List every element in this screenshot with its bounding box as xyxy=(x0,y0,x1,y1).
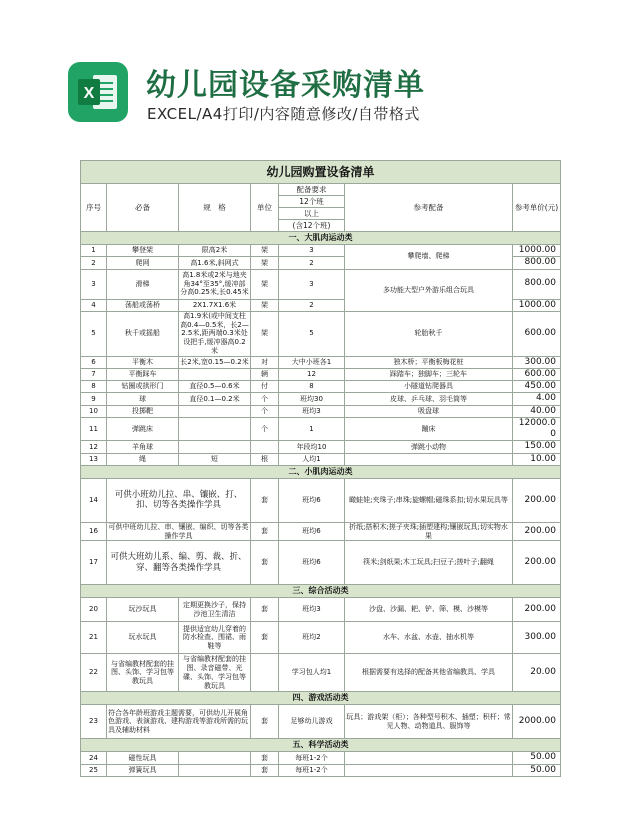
row-number: 17 xyxy=(81,541,107,585)
row-number: 13 xyxy=(81,453,107,465)
item-unit: 对 xyxy=(251,356,279,368)
item-spec: 定期更换沙子，保持沙池卫生清洁 xyxy=(179,598,251,622)
item-qty: 2 xyxy=(279,299,345,311)
item-qty: 班均3 xyxy=(279,405,345,417)
item-name: 平衡木 xyxy=(107,356,179,368)
item-reference: 沙盘、沙漏、耙、铲、筛、模、沙模等 xyxy=(345,598,513,622)
row-number: 12 xyxy=(81,441,107,453)
item-spec xyxy=(179,405,251,417)
item-name: 符合各年龄班游戏主题需要，可供幼儿开展角色游戏、表演游戏、建构游戏等游戏所需的玩具及辅助材料 xyxy=(107,705,251,739)
item-qty: 人均1 xyxy=(279,453,345,465)
section-title: 一、大肌肉运动类 xyxy=(81,232,561,245)
item-name: 秋千或摇船 xyxy=(107,311,179,356)
table-caption: 幼儿园购置设备清单 xyxy=(81,161,561,184)
item-qty: 学习包人均1 xyxy=(279,654,345,692)
row-number: 6 xyxy=(81,356,107,368)
row-number: 10 xyxy=(81,405,107,417)
row-number: 23 xyxy=(81,705,107,739)
item-qty: 每班1-2个 xyxy=(279,752,345,764)
item-name: 磁性玩具 xyxy=(107,752,179,764)
item-unit: 个 xyxy=(251,417,279,441)
row-number: 1 xyxy=(81,245,107,257)
item-qty: 2 xyxy=(279,257,345,269)
header-qty-line: (含12个班) xyxy=(279,220,345,232)
item-unit: 辆 xyxy=(251,368,279,380)
item-spec xyxy=(179,764,251,776)
item-unit: 套 xyxy=(251,598,279,622)
item-spec: 长2米,宽0.15—0.2米 xyxy=(179,356,251,368)
item-qty: 大中小班各1 xyxy=(279,356,345,368)
row-number: 24 xyxy=(81,752,107,764)
item-price: 200.00 xyxy=(513,478,561,522)
header-equipment: 必备 xyxy=(107,184,179,232)
item-price: 300.00 xyxy=(513,356,561,368)
item-price: 800.00 xyxy=(513,257,561,269)
item-qty: 班均2 xyxy=(279,622,345,654)
item-reference: 根据需要有选择的配备其他省编教具、学具 xyxy=(345,654,513,692)
row-number: 3 xyxy=(81,269,107,299)
item-spec xyxy=(179,417,251,441)
item-price: 20.00 xyxy=(513,654,561,692)
item-name: 玩沙玩具 xyxy=(107,598,179,622)
header-index: 序号 xyxy=(81,184,107,232)
header-unit: 单位 xyxy=(251,184,279,232)
item-spec: 直径0.1—0.2米 xyxy=(179,393,251,405)
item-spec: 高1.6米,斜网式 xyxy=(179,257,251,269)
excel-logo-letter: X xyxy=(83,85,95,102)
item-qty: 3 xyxy=(279,245,345,257)
item-spec: 提供适宜幼儿穿着的防水检查、围裙、雨鞋等 xyxy=(179,622,251,654)
item-name: 爬网 xyxy=(107,257,179,269)
item-price: 50.00 xyxy=(513,752,561,764)
item-reference: 小隧道钻爬器具 xyxy=(345,381,513,393)
row-number: 2 xyxy=(81,257,107,269)
item-qty: 足够幼儿游戏 xyxy=(279,705,345,739)
item-reference: 攀爬墙、爬梯 xyxy=(345,245,513,270)
excel-icon xyxy=(68,62,128,122)
item-spec: 限高2米 xyxy=(179,245,251,257)
item-price: 600.00 xyxy=(513,311,561,356)
item-spec: 高1.9米(或中间支柱高0.4—0.5米，长2—2.5米,距两端0.3米处设把手,缓冲器高0.2米 xyxy=(180,311,249,355)
item-name: 玩水玩具 xyxy=(107,622,179,654)
item-reference: 蹦床 xyxy=(345,417,513,441)
item-reference: 玩具；游戏架（柜）；各种型号积木、插塑；积杆；常见人物、动物道具、服饰等 xyxy=(345,705,513,739)
item-unit: 套 xyxy=(251,478,279,522)
item-qty: 1 xyxy=(279,417,345,441)
item-spec: 2X1.7X1.6米 xyxy=(179,299,251,311)
item-name: 滑梯 xyxy=(107,269,179,299)
section-title: 四、游戏活动类 xyxy=(81,692,561,705)
item-price: 200.00 xyxy=(513,522,561,541)
item-spec xyxy=(179,752,251,764)
item-qty: 8 xyxy=(279,381,345,393)
item-name: 可供中班幼儿拉、串、镶嵌、编织、切等各类操作学具 xyxy=(108,522,249,540)
row-number: 7 xyxy=(81,368,107,380)
item-reference: 踩踏车；独脚车；三轮车 xyxy=(345,368,513,380)
header-spec: 规 格 xyxy=(179,184,251,232)
item-price: 2000.00 xyxy=(513,705,561,739)
item-spec: 直径0.5—0.6米 xyxy=(179,381,251,393)
item-unit xyxy=(251,441,279,453)
item-price: 600.00 xyxy=(513,368,561,380)
item-name: 与省编教材配套的挂图、头饰、学习包等教玩具 xyxy=(107,654,179,692)
item-qty: 年段均10 xyxy=(279,441,345,453)
item-reference: 折纸;搭积木;搓子夹珠;插塑建构;镶嵌玩具;切实物水果 xyxy=(345,522,513,541)
item-name: 可供小班幼儿拉、串、镶嵌、打、扣、切等各类操作学具 xyxy=(107,478,251,522)
row-number: 20 xyxy=(81,598,107,622)
header-qty-line: 配备要求 xyxy=(279,184,345,196)
item-qty: 班均6 xyxy=(279,478,345,522)
item-qty: 12 xyxy=(279,368,345,380)
item-name: 羊角球 xyxy=(107,441,179,453)
item-unit: 套 xyxy=(251,705,279,739)
item-spec: 短 xyxy=(179,453,251,465)
section-title: 五、科学活动类 xyxy=(81,739,561,752)
item-name: 投掷靶 xyxy=(107,405,179,417)
item-name: 攀登架 xyxy=(107,245,179,257)
row-number: 5 xyxy=(81,311,107,356)
row-number: 14 xyxy=(81,478,107,522)
item-name: 弹簧玩具 xyxy=(107,764,179,776)
row-number: 21 xyxy=(81,622,107,654)
row-number: 8 xyxy=(81,381,107,393)
row-number: 25 xyxy=(81,764,107,776)
item-spec xyxy=(179,368,251,380)
item-price: 800.00 xyxy=(513,269,561,299)
item-reference: 吸盘球 xyxy=(345,405,513,417)
item-unit: 套 xyxy=(251,752,279,764)
item-reference xyxy=(345,752,513,764)
item-unit: 根 xyxy=(251,453,279,465)
item-price: 10.00 xyxy=(513,453,561,465)
item-unit: 套 xyxy=(251,541,279,585)
item-unit: 套 xyxy=(251,522,279,541)
item-reference xyxy=(345,764,513,776)
item-name: 可供大班幼儿系、编、剪、裁、折、穿、翻等各类操作学具 xyxy=(107,541,251,585)
item-spec: 高1.8米或2米与地夹角34°至35°,缓冲部分高0.25米,长0.45米 xyxy=(179,269,251,299)
header-qty-line: 12个班 xyxy=(279,196,345,208)
item-reference: 轮胎秋千 xyxy=(345,311,513,356)
item-name: 平衡踩车 xyxy=(107,368,179,380)
item-qty: 3 xyxy=(279,269,345,299)
page-title: 幼儿园设备采购清单 xyxy=(146,68,425,103)
page-subtitle: EXCEL/A4打印/内容随意修改/自带格式 xyxy=(147,105,420,123)
item-reference: 多功能大型户外游乐组合玩具 xyxy=(345,269,513,311)
item-unit: 套 xyxy=(251,622,279,654)
item-qty: 班均30 xyxy=(279,393,345,405)
item-reference: 独木桥；平衡板梅花桩 xyxy=(345,356,513,368)
item-name: 荡船或荡桥 xyxy=(107,299,179,311)
item-unit: 架 xyxy=(251,245,279,257)
item-price: 200.00 xyxy=(513,541,561,585)
item-reference: 筷米;剑纸果;木工玩具;扫豆子;搓叶子;翻绳 xyxy=(345,541,513,585)
row-number: 16 xyxy=(81,522,107,541)
item-reference: 瞰蛙娃;夹珠子;串珠;旋螺帽;磁珠系扣;切水果玩具等 xyxy=(345,478,513,522)
item-qty: 5 xyxy=(279,311,345,356)
header-qty-line: 以上 xyxy=(279,208,345,220)
section-title: 三、综合活动类 xyxy=(81,585,561,598)
item-unit: 个 xyxy=(251,393,279,405)
item-unit: 付 xyxy=(251,381,279,393)
item-price: 1000.00 xyxy=(513,299,561,311)
item-qty: 班均6 xyxy=(279,522,345,541)
item-reference: 弹跳小动物 xyxy=(345,441,513,453)
item-reference: 水车、水盆、水壶、抽水机等 xyxy=(345,622,513,654)
item-name: 球 xyxy=(107,393,179,405)
item-unit: 套 xyxy=(251,764,279,776)
header-price: 参考单价(元) xyxy=(513,184,561,232)
item-price: 50.00 xyxy=(513,764,561,776)
item-unit: 架 xyxy=(251,299,279,311)
equipment-table xyxy=(80,160,561,777)
item-price: 450.00 xyxy=(513,381,561,393)
row-number: 9 xyxy=(81,393,107,405)
item-price: 300.00 xyxy=(513,622,561,654)
item-price: 12000.00 xyxy=(513,417,561,441)
item-price: 1000.00 xyxy=(513,245,561,257)
item-unit: 个 xyxy=(251,405,279,417)
item-spec: 与省编教材配套的挂图、录音磁带、光碟、头饰、学习包等教玩具 xyxy=(179,654,251,692)
row-number: 22 xyxy=(81,654,107,692)
item-qty: 每班1-2个 xyxy=(279,764,345,776)
item-qty: 班均3 xyxy=(279,598,345,622)
section-title: 二、小肌肉运动类 xyxy=(81,465,561,478)
spreadsheet xyxy=(80,160,560,777)
row-number: 11 xyxy=(81,417,107,441)
item-name: 钻圈或拱形门 xyxy=(107,381,179,393)
item-reference xyxy=(345,453,513,465)
item-price: 200.00 xyxy=(513,598,561,622)
row-number: 4 xyxy=(81,299,107,311)
item-price: 150.00 xyxy=(513,441,561,453)
item-qty: 班均6 xyxy=(279,541,345,585)
item-spec xyxy=(179,441,251,453)
item-name: 弹跳床 xyxy=(107,417,179,441)
item-unit: 架 xyxy=(251,257,279,269)
item-name: 绳 xyxy=(107,453,179,465)
header-reference: 参考配备 xyxy=(345,184,513,232)
item-unit: 架 xyxy=(251,269,279,299)
item-unit xyxy=(251,654,279,692)
item-reference: 皮球、乒乓球、羽毛筒等 xyxy=(345,393,513,405)
item-price: 4.00 xyxy=(513,393,561,405)
item-unit: 架 xyxy=(251,311,279,356)
item-price: 40.00 xyxy=(513,405,561,417)
